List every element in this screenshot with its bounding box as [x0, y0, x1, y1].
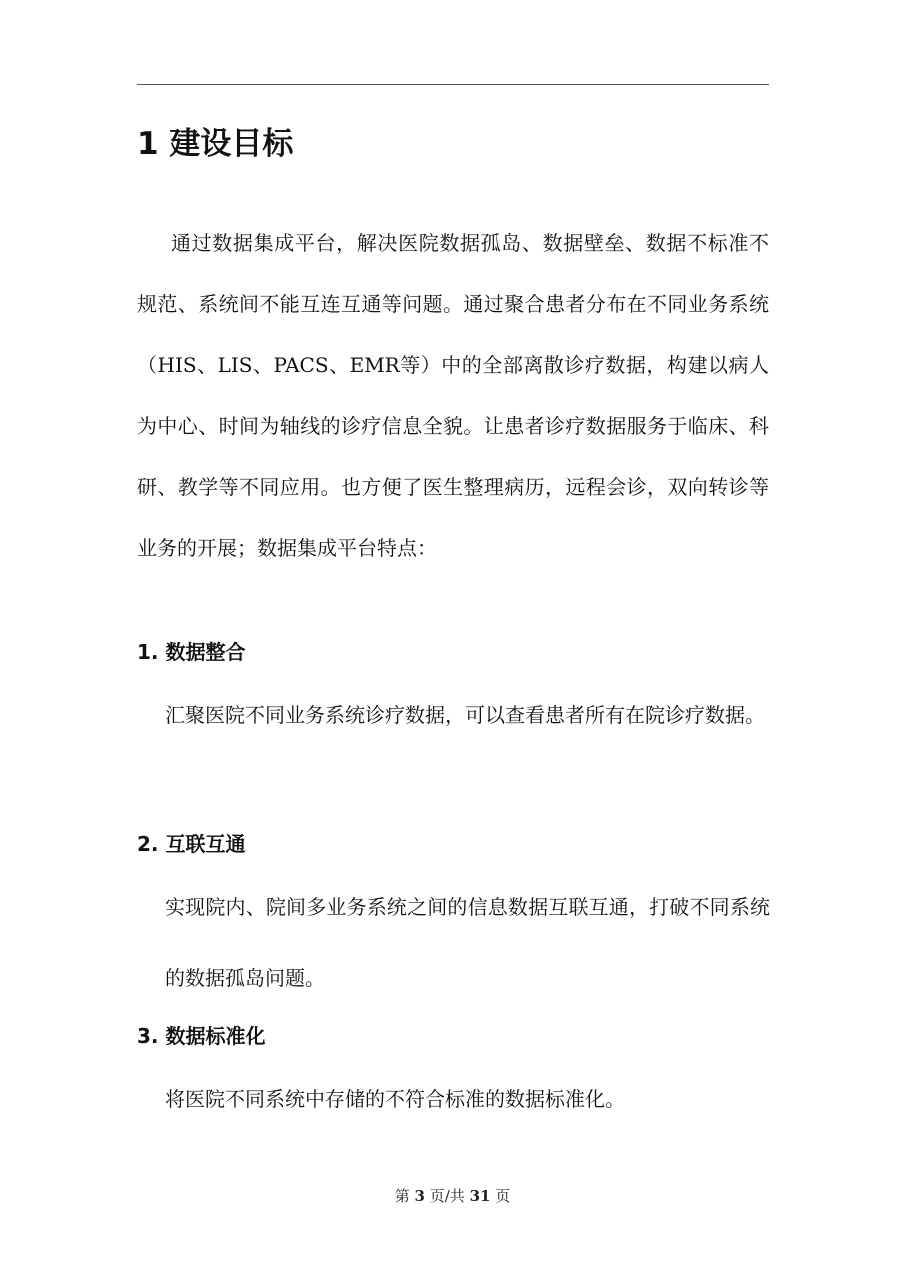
footer-current-page: 3	[414, 1187, 425, 1205]
feature-body-standardization: 将医院不同系统中存储的不符合标准的数据标准化。	[165, 1087, 625, 1111]
footer-middle: 页/共	[429, 1187, 465, 1205]
feature-body-data-integration: 汇聚医院不同业务系统诊疗数据，可以查看患者所有在院诊疗数据。	[165, 703, 765, 727]
header-rule	[137, 84, 769, 85]
chapter-title: 1 建设目标	[137, 126, 294, 162]
page-footer	[0, 1184, 905, 1208]
feature-heading-interconnection: 2. 互联互通	[137, 832, 246, 856]
footer-suffix: 页	[495, 1187, 511, 1205]
feature-heading-data-integration: 1. 数据整合	[137, 640, 246, 664]
footer-total-pages: 31	[469, 1187, 491, 1205]
feature-heading-standardization: 3. 数据标准化	[137, 1024, 266, 1048]
intro-paragraph: 通过数据集成平台，解决医院数据孤岛、数据壁垒、数据不标准不规范、系统间不能互连互通等问题。通过聚合患者分布在不同业务系统（HIS、LIS、PACS、EMR等）中的全部离散诊疗数据，构建以病人为中心、时间为轴线的诊疗信息全貌。让患者诊疗数据服务于临床、科研、教学等不同应用。也方便了医生整理病历，远程会诊，双向转诊等业务的开展；数据集成平台特点：	[137, 231, 769, 560]
feature-body-interconnection: 实现院内、院间多业务系统之间的信息数据互联互通，打破不同系统的数据孤岛问题。	[165, 895, 770, 990]
footer-prefix: 第	[394, 1187, 410, 1205]
